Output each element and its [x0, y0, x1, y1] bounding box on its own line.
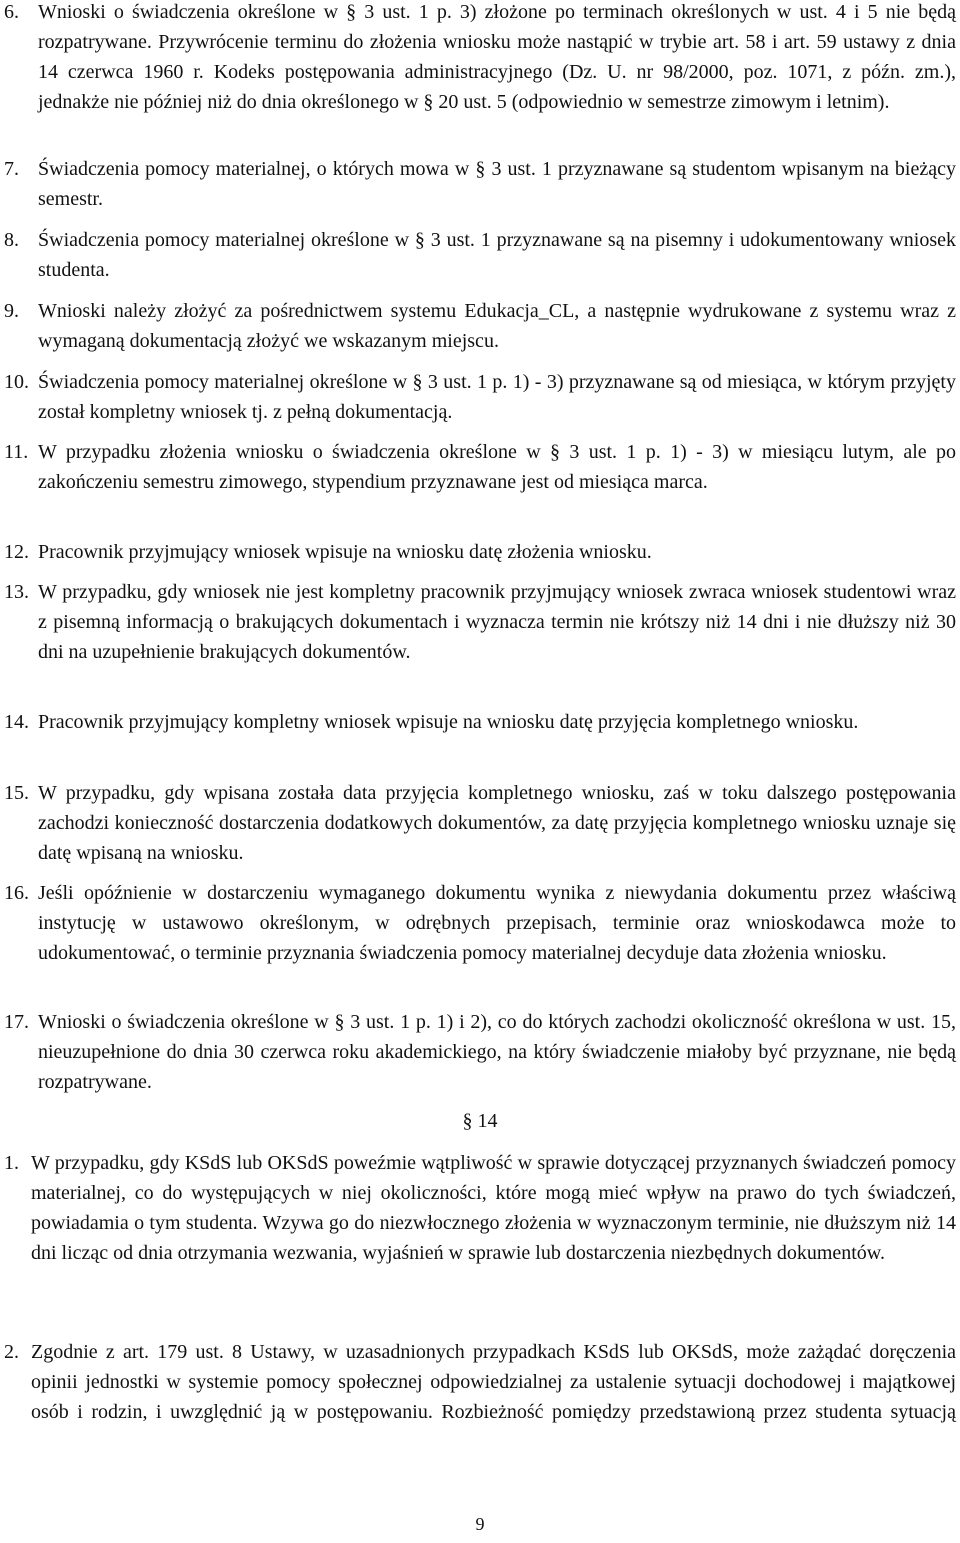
item-text: Zgodnie z art. 179 ust. 8 Ustawy, w uzasadnionych przypadkach KSdS lub OKSdS, może zażądać doręczenia opinii jednostki w systemie pomocy społecznej odpowiedzialnej za ustalenie sytuacji dochodowej i majątkowej osób i rodzin, i uwzględnić ją w postępowaniu. Rozbieżność pomiędzy przedstawioną przez studenta sytuacją: [31, 1341, 956, 1423]
item-text: W przypadku, gdy wniosek nie jest kompletny pracownik przyjmujący wniosek zwraca wniosek studentowi wraz z pisemną informacją o brakujących dokumentach i wyznacza termin nie krótszy niż 14 dni i nie dłuższy niż 30 dni na uzupełnienie brakujących dokumentów.: [38, 581, 956, 663]
item-number: 15.: [4, 782, 29, 804]
item-number: 13.: [4, 581, 29, 603]
item-number: 12.: [4, 541, 29, 563]
item-text: Wnioski o świadczenia określone w § 3 ust. 1 p. 3) złożone po terminach określonych w ust. 4 i 5 nie będą rozpatrywane. Przywrócenie terminu do złożenia wniosku może nastąpić w trybie art. 58 i art. 59 ustawy z dnia 14 czerwca 1960 r. Kodeks postępowania administracyjnego (Dz. U. nr 98/2000, poz. 1071, z późn. zm.), jednakże nie później niż do dnia określonego w § 20 ust. 5 (odpowiednio w semestrze zimowym i letnim).: [38, 1, 956, 113]
item-number: 1.: [4, 1152, 19, 1174]
item-number: 7.: [4, 158, 19, 180]
item-text: Jeśli opóźnienie w dostarczeniu wymaganego dokumentu wynika z niewydania dokumentu przez właściwą instytucję w ustawowo określonym, w odrębnych przepisach, terminie oraz wnioskodawca może to udokumentować, o terminie przyznania świadczenia pomocy materialnej decyduje data złożenia wniosku.: [38, 882, 956, 964]
page-number: 9: [475, 1514, 485, 1534]
item-number: 6.: [4, 1, 19, 23]
item-text: Świadczenia pomocy materialnej określone w § 3 ust. 1 p. 1) - 3) przyznawane są od miesiąca, w którym przyjęty został kompletny wniosek tj. z pełną dokumentacją.: [38, 371, 956, 423]
item-text: W przypadku, gdy wpisana została data przyjęcia kompletnego wniosku, zaś w toku dalszego postępowania zachodzi konieczność dostarczenia dodatkowych dokumentów, za datę przyjęcia kompletnego wniosku uznaje się datę wpisaną na wniosku.: [38, 782, 956, 864]
item-text: Świadczenia pomocy materialnej określone w § 3 ust. 1 przyznawane są na pisemny i udokumentowany wniosek studenta.: [38, 229, 956, 281]
item-number: 8.: [4, 229, 19, 251]
item-text: Wnioski należy złożyć za pośrednictwem systemu Edukacja_CL, a następnie wydrukowane z systemu wraz z wymaganą dokumentacją złożyć we wskazanym miejscu.: [38, 300, 956, 352]
item-number: 17.: [4, 1011, 29, 1033]
item-text: Świadczenia pomocy materialnej, o których mowa w § 3 ust. 1 przyznawane są studentom wpisanym na bieżący semestr.: [38, 158, 956, 210]
item-text: W przypadku, gdy KSdS lub OKSdS poweźmie wątpliwość w sprawie dotyczącej przyznanych świadczeń pomocy materialnej, co do występujących w niej okoliczności, które mogą mieć wpływ na prawo do tych świadczeń, powiadamia o tym studenta. Wzywa go do niezwłocznego złożenia w wyznaczonym terminie, nie dłuższym niż 14 dni licząc od dnia otrzymania wezwania, wyjaśnień w sprawie lub dostarczenia niezbędnych dokumentów.: [31, 1152, 956, 1264]
item-number: 14.: [4, 711, 29, 733]
item-number: 10.: [4, 371, 29, 393]
item-text: Pracownik przyjmujący wniosek wpisuje na wniosku datę złożenia wniosku.: [38, 541, 652, 563]
item-number: 11.: [4, 441, 29, 463]
item-number: 2.: [4, 1341, 19, 1363]
item-number: 9.: [4, 300, 19, 322]
section-heading: § 14: [462, 1110, 498, 1132]
item-text: Wnioski o świadczenia określone w § 3 ust. 1 p. 1) i 2), co do których zachodzi okoliczność określona w ust. 15, nieuzupełnione do dnia 30 czerwca roku akademickiego, na który świadczenie miałoby być przyznane, nie będą rozpatrywane.: [38, 1011, 956, 1093]
item-text: Pracownik przyjmujący kompletny wniosek wpisuje na wniosku datę przyjęcia kompletnego wniosku.: [38, 711, 859, 733]
item-number: 16.: [4, 882, 29, 904]
item-text: W przypadku złożenia wniosku o świadczenia określone w § 3 ust. 1 p. 1) - 3) w miesiącu lutym, ale po zakończeniu semestru zimowego, stypendium przyznawane jest od miesiąca marca.: [38, 441, 956, 493]
